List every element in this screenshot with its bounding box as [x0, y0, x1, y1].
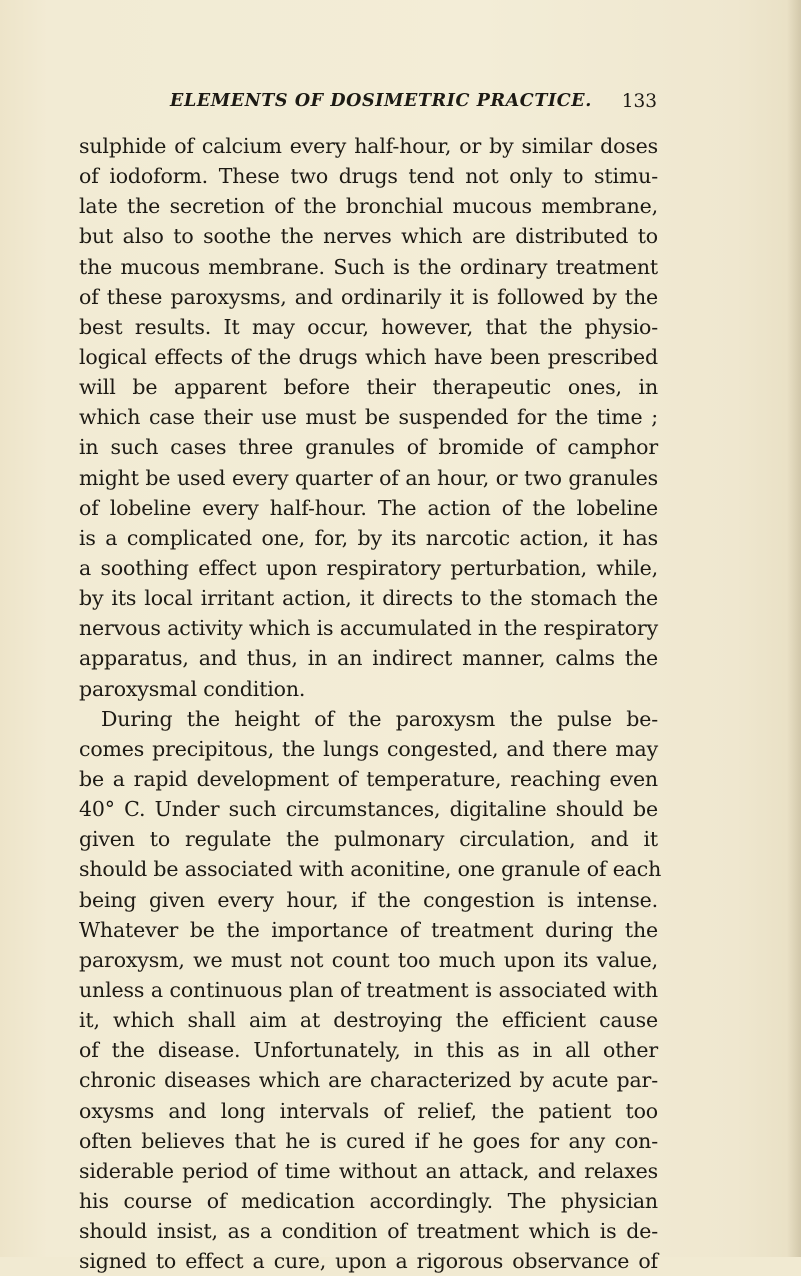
text-line: which case their use must be suspended for the time ;: [79, 405, 658, 430]
text-line: paroxysm, we must not count too much upon its value,: [79, 947, 658, 972]
page-edge-shadow: [787, 0, 801, 1257]
text-line: but also to soothe the nerves which are distributed to: [79, 224, 658, 249]
text-line: comes precipitous, the lungs congested, and there may: [79, 736, 658, 761]
text-line-paragraph-start: During the height of the paroxysm the pulse be-: [101, 706, 658, 731]
text-line: nervous activity which is accumulated in the respiratory: [79, 616, 658, 641]
text-line: Whatever be the importance of treatment during the: [79, 917, 658, 942]
text-line: late the secretion of the bronchial mucous membrane,: [79, 194, 658, 219]
text-line: the mucous membrane. Such is the ordinary treatment: [79, 254, 658, 279]
text-line: it, which shall aim at destroying the efficient cause: [79, 1008, 658, 1033]
text-line: should be associated with aconitine, one granule of each: [79, 857, 662, 882]
text-line: of lobeline every half-hour. The action of the lobeline: [79, 495, 658, 520]
text-line: is a complicated one, for, by its narcotic action, it has: [79, 525, 658, 550]
text-line: sulphide of calcium every half-hour, or by similar doses: [79, 134, 658, 158]
text-line: of iodoform. These two drugs tend not only to stimu-: [79, 164, 658, 189]
text-line: of the disease. Unfortunately, in this as in all other: [79, 1038, 658, 1063]
text-line: will be apparent before their therapeutic ones, in: [79, 375, 658, 400]
running-head-title: ELEMENTS OF DOSIMETRIC PRACTICE.: [170, 91, 592, 111]
text-line: a soothing effect upon respiratory perturbation, while,: [79, 555, 658, 580]
text-line: being given every hour, if the congestion is intense.: [79, 887, 658, 912]
text-line: signed to effect a cure, upon a rigorous observance of: [79, 1249, 658, 1274]
text-line-paragraph-end: paroxysmal condition.: [79, 676, 306, 701]
text-line: 40° C. Under such circumstances, digitaline should be: [79, 797, 658, 822]
text-line: best results. It may occur, however, that the physio-: [79, 314, 658, 339]
text-line: should insist, as a condition of treatment which is de-: [79, 1219, 658, 1244]
text-line: be a rapid development of temperature, reaching even: [79, 766, 658, 791]
text-line: chronic diseases which are characterized by acute par-: [79, 1068, 658, 1093]
text-line: siderable period of time without an attack, and relaxes: [79, 1158, 658, 1183]
text-line: in such cases three granules of bromide of camphor: [79, 435, 658, 460]
text-line: might be used every quarter of an hour, or two granules: [79, 465, 658, 490]
text-line: apparatus, and thus, in an indirect manner, calms the: [79, 646, 658, 671]
text-line: of these paroxysms, and ordinarily it is followed by the: [79, 284, 658, 309]
text-line: logical effects of the drugs which have been prescribed: [79, 344, 658, 369]
text-line: given to regulate the pulmonary circulation, and it: [79, 827, 658, 852]
page-number: 133: [621, 91, 657, 112]
text-line: often believes that he is cured if he goes for any con-: [79, 1128, 658, 1153]
text-line: his course of medication accordingly. The physician: [79, 1188, 658, 1213]
text-line: oxysms and long intervals of relief, the patient too: [79, 1098, 658, 1123]
body-text: [79, 131, 662, 1276]
text-line: unless a continuous plan of treatment is associated with: [79, 977, 658, 1002]
text-line: by its local irritant action, it directs to the stomach the: [79, 586, 658, 611]
